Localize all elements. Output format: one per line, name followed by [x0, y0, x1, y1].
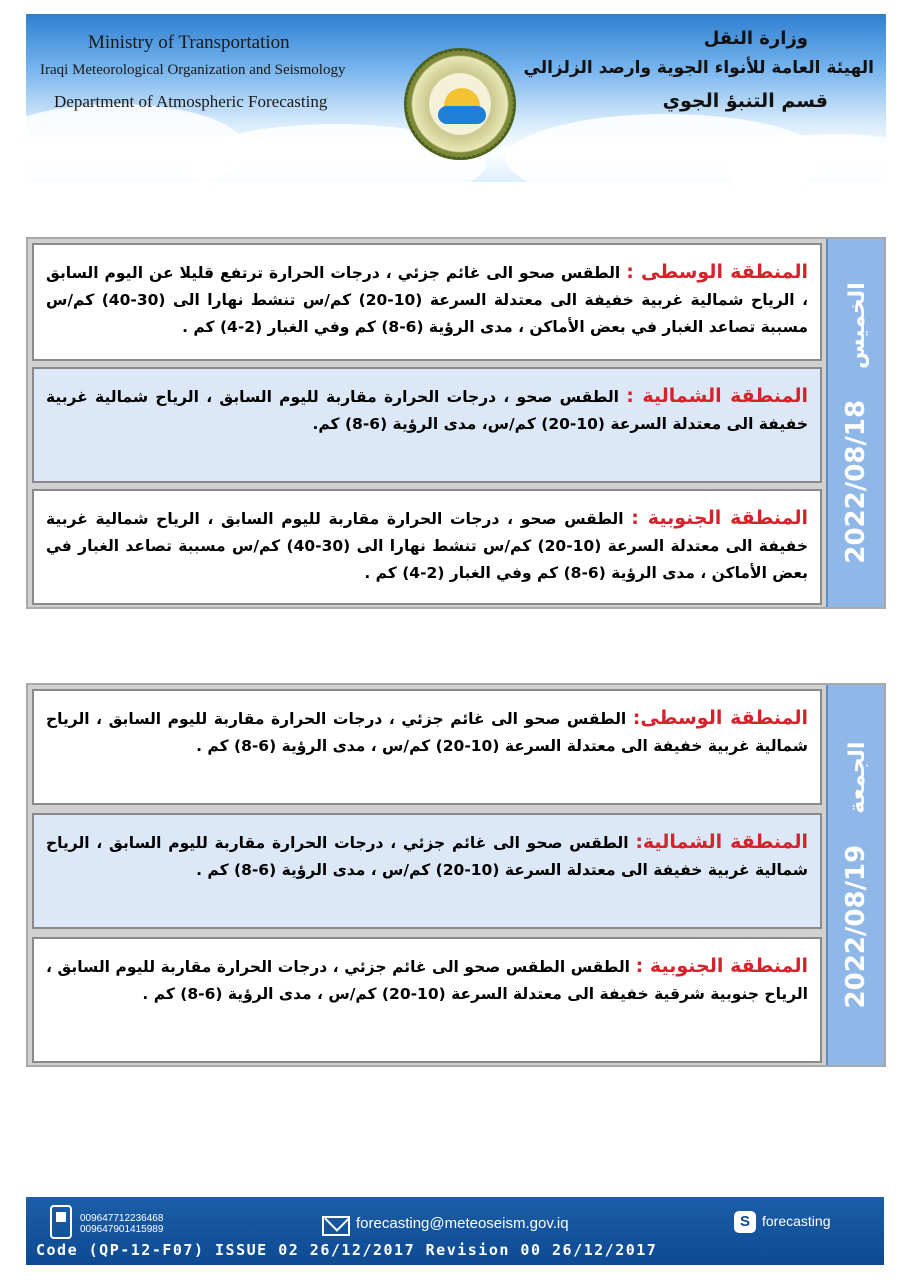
region-forecast: الطقس صحو ، درجات الحرارة مقاربة لليوم السابق ، الرياح شمالية غربية خفيفة الى معتدلة السرعة (10-20) كم/س تنشط نهارا الى (30-40) كم/س مسببة تصاعد الغبار في بعض الأماكن ، مدى الرؤية (6-8) كم وفي الغبار (2-4) كم . [46, 510, 808, 582]
phone-number: 009647901415989 [80, 1224, 164, 1235]
organization-logo [404, 48, 516, 160]
organization-name-en: Iraqi Meteorological Organization and Seismology [40, 62, 346, 78]
skype-icon: S [734, 1211, 756, 1233]
region-name: المنطقة الوسطى : [626, 261, 808, 283]
region-forecast: الطقس صحو ، درجات الحرارة مقاربة لليوم السابق ، الرياح شمالية غربية خفيفة الى معتدلة السرعة (10-20) كم/س، مدى الرؤية (6-8) كم. [46, 388, 808, 433]
region-name: المنطقة الجنوبية : [635, 955, 808, 977]
day-name: الجمعة [845, 741, 870, 814]
region-central [32, 243, 822, 361]
department-name-ar: قسم التنبؤ الجوي [662, 90, 828, 112]
ministry-name-ar: وزارة النقل [703, 28, 808, 49]
region-forecast: الطقس صحو الى غائم جزئي ، درجات الحرارة مقاربة لليوم السابق ، الرياح شمالية غربية خفيفة الى معتدلة السرعة (10-20) كم/س ، مدى الرؤية (6-8) كم . [46, 834, 808, 879]
region-name: المنطقة الوسطى: [632, 707, 808, 729]
forecast-day-1 [26, 237, 886, 609]
ministry-name-en: Ministry of Transportation [88, 32, 290, 53]
day-label-panel [826, 239, 884, 607]
day-date: 2022/08/18 [841, 399, 871, 564]
day-label-panel [826, 685, 884, 1065]
organization-name-ar: الهيئة العامة للأنواء الجوية وارصد الزلزالي [523, 58, 874, 78]
region-north [32, 813, 822, 929]
mail-icon [322, 1216, 350, 1236]
document-code: Code (QP-12-F07) ISSUE 02 26/12/2017 Revision 00 26/12/2017 [36, 1241, 658, 1259]
region-forecast: الطقس صحو الى غائم جزئي ، درجات الحرارة مقاربة لليوم السابق ، الرياح شمالية غربية خفيفة الى معتدلة السرعة (10-20) كم/س ، مدى الرؤية (6-8) كم . [46, 710, 808, 755]
region-south [32, 489, 822, 605]
footer-bar [26, 1197, 884, 1265]
region-name: المنطقة الشمالية : [626, 385, 808, 407]
region-name: المنطقة الشمالية: [635, 831, 808, 853]
phone-numbers [80, 1213, 163, 1235]
region-name: المنطقة الجنوبية : [631, 507, 808, 529]
day-label [841, 282, 871, 563]
forecast-day-2 [26, 683, 886, 1067]
region-forecast: الطقس الطقس صحو الى غائم جزئي ، درجات الحرارة مقاربة لليوم السابق ، الرياح جنوبية شرقية خفيفة الى معتدلة السرعة (10-20) كم/س ، مدى الرؤية (6-8) كم . [46, 958, 808, 1003]
day-label [841, 742, 871, 1009]
phone-icon [50, 1205, 72, 1239]
region-forecast: الطقس صحو الى غائم جزئي ، درجات الحرارة ترتفع قليلا عن اليوم السابق ، الرياح شمالية غربية خفيفة الى معتدلة السرعة (10-20) كم/س تنشط نهارا الى (30-40) كم/س مسببة تصاعد الغبار في بعض الأماكن ، مدى الرؤية (6-8) كم وفي الغبار (2-4) كم . [46, 264, 808, 336]
day-name: الخميس [845, 282, 870, 369]
header-banner [26, 14, 886, 182]
region-north [32, 367, 822, 483]
email-link[interactable]: forecasting@meteoseism.gov.iq [356, 1215, 569, 1232]
skype-handle[interactable]: forecasting [762, 1213, 831, 1229]
cloud-icon [438, 106, 486, 124]
phone-number: 009647712236468 [80, 1213, 164, 1224]
region-south [32, 937, 822, 1063]
day-date: 2022/08/19 [841, 844, 871, 1009]
region-central [32, 689, 822, 805]
department-name-en: Department of Atmospheric Forecasting [54, 92, 328, 111]
